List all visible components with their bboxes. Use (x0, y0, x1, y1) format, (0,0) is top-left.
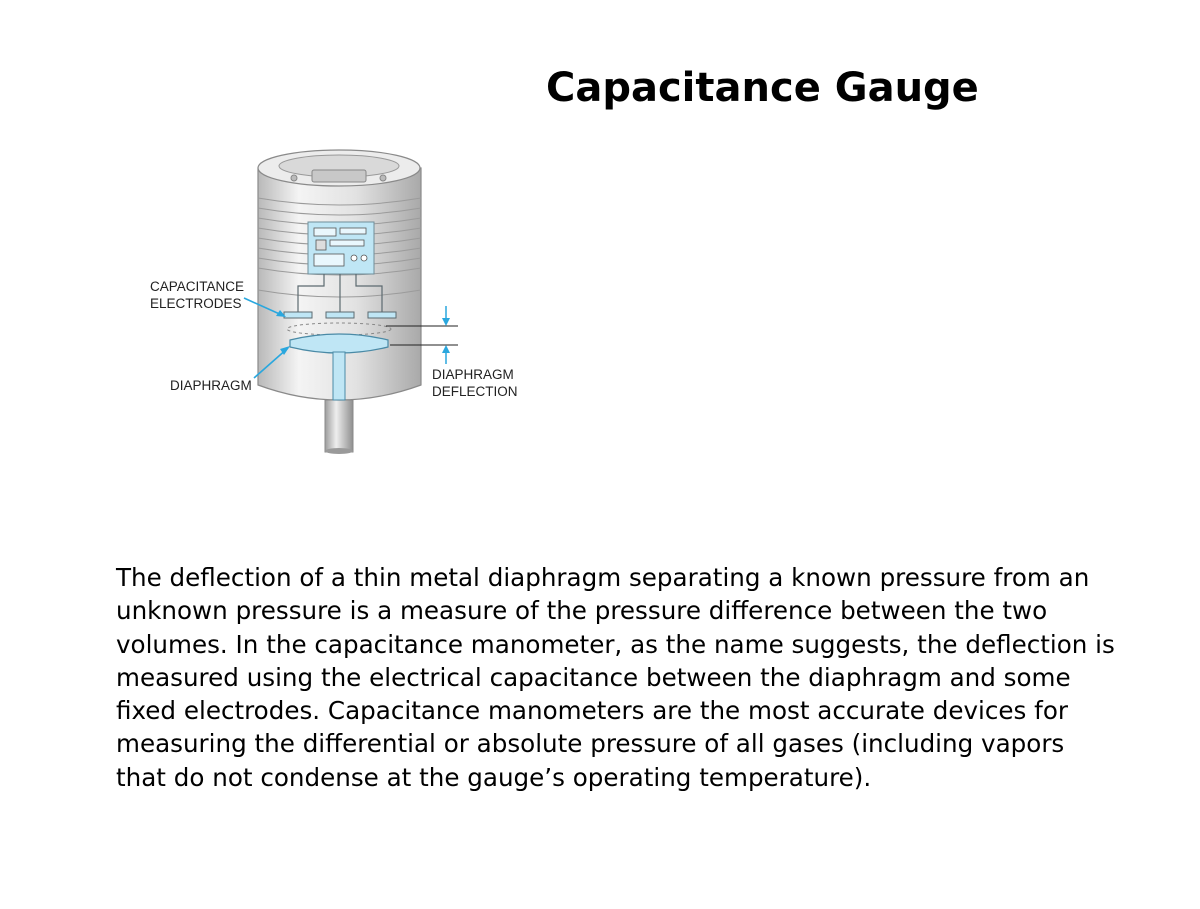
deflection-arrows (442, 306, 450, 364)
slide-title: Capacitance Gauge (546, 65, 979, 111)
gauge-illustration (140, 140, 540, 460)
label-capacitance: CAPACITANCE (150, 279, 245, 294)
label-electrodes: ELECTRODES (150, 296, 242, 311)
circuit-board (308, 222, 374, 274)
label-diaphragm-deflection-2: DEFLECTION (432, 384, 518, 399)
body-paragraph: The deflection of a thin metal diaphragm separating a known pressure from an unknown pressure is a measure of the pressure difference between the two volumes. In the capacitance manometer, as the name suggests, the deflection is measured using the electrical capacitance between the diaphragm and some fixed electrodes. Capacitance manometers are the most accurate devices for measuring the differential or absolute pressure of all gases (including vapors that do not condense at the gauge’s operating temperature). (116, 563, 1115, 792)
gauge-stem (325, 400, 353, 452)
label-diaphragm: DIAPHRAGM (170, 378, 252, 393)
capacitance-gauge-diagram (140, 140, 540, 460)
label-diaphragm-deflection-1: DIAPHRAGM (432, 367, 514, 382)
capacitance-electrodes (284, 312, 396, 318)
